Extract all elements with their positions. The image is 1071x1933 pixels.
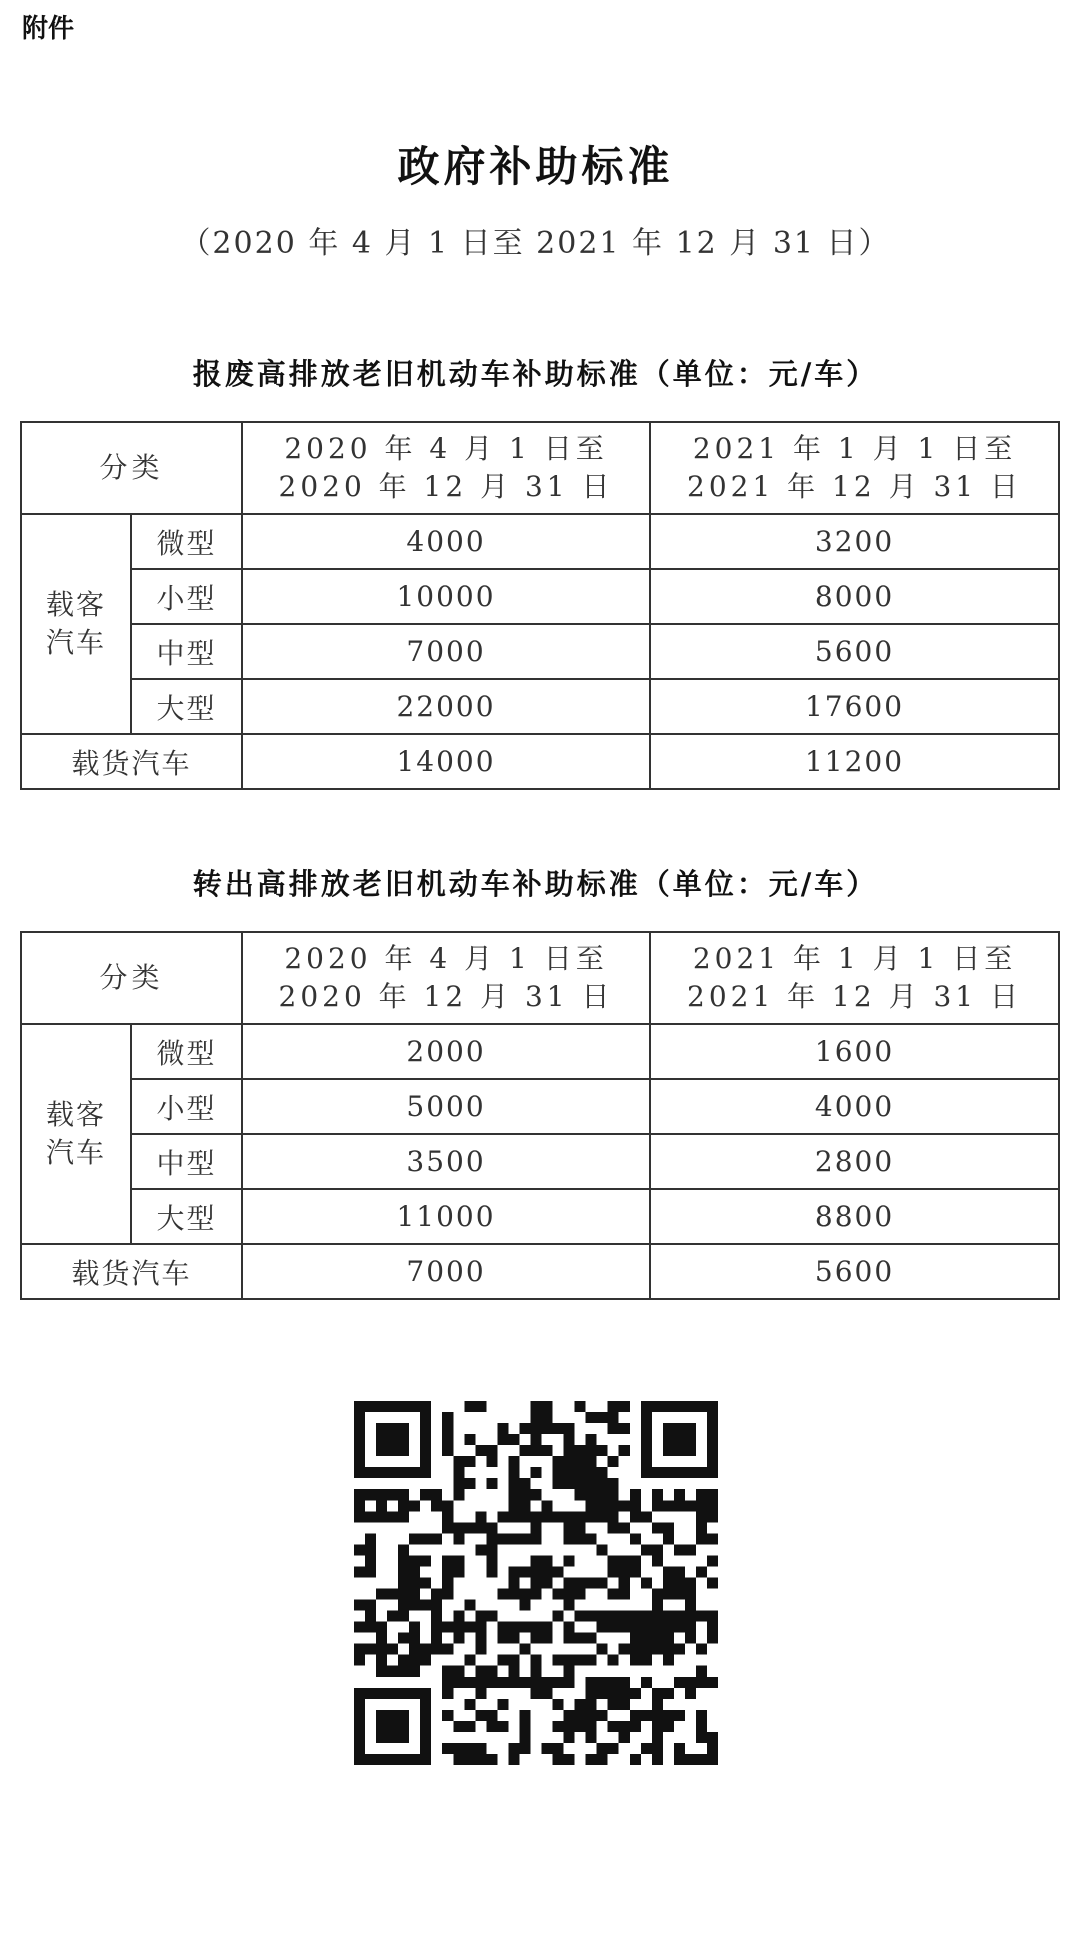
scrap-table-title: 报废高排放老旧机动车补助标准（单位：元/车） (192, 357, 879, 391)
period2-header-line1: 2021 年 1 月 1 日至 (692, 432, 1017, 465)
period2-value: 2800 (650, 1134, 1059, 1189)
table-row (21, 1024, 1059, 1079)
table-row (21, 569, 1059, 624)
period1-value: 2000 (242, 1024, 650, 1079)
scrap-subsidy-table (20, 421, 1060, 790)
category-header: 分类 (21, 422, 242, 514)
period1-header (242, 422, 650, 514)
date-range: （2020 年 4 月 1 日至 2021 年 12 月 31 日） (180, 226, 891, 261)
vehicle-type-cell: 大型 (131, 679, 242, 734)
period2-value: 8000 (650, 569, 1059, 624)
page-title: 政府补助标准 (397, 142, 674, 191)
period2-header-line2: 2021 年 12 月 31 日 (687, 470, 1023, 503)
truck-category-cell: 载货汽车 (21, 734, 242, 789)
period1-header (242, 932, 650, 1024)
period1-header-line2: 2020 年 12 月 31 日 (278, 470, 614, 503)
vehicle-type-cell: 大型 (131, 1189, 242, 1244)
period2-header (650, 422, 1059, 514)
period2-value: 11200 (650, 734, 1059, 789)
transfer-table-title: 转出高排放老旧机动车补助标准（单位：元/车） (192, 867, 879, 901)
table-row (21, 624, 1059, 679)
vehicle-type-cell: 中型 (131, 1134, 242, 1189)
period2-header (650, 932, 1059, 1024)
period1-value: 4000 (242, 514, 650, 569)
category-header: 分类 (21, 932, 242, 1024)
period2-header-line2: 2021 年 12 月 31 日 (687, 980, 1023, 1013)
passenger-group-line1: 载客 (45, 1098, 106, 1131)
period1-header-line2: 2020 年 12 月 31 日 (278, 980, 614, 1013)
passenger-car-group (21, 514, 131, 734)
period1-header-line1: 2020 年 4 月 1 日至 (284, 432, 608, 465)
table-row (21, 1079, 1059, 1134)
period2-header-line1: 2021 年 1 月 1 日至 (692, 942, 1017, 975)
table-header-row (21, 932, 1059, 1024)
period1-value: 14000 (242, 734, 650, 789)
period1-value: 10000 (242, 569, 650, 624)
passenger-group-line2: 汽车 (45, 626, 106, 659)
period2-value: 4000 (650, 1079, 1059, 1134)
period1-value: 7000 (242, 624, 650, 679)
period2-value: 5600 (650, 1244, 1059, 1299)
period1-value: 3500 (242, 1134, 650, 1189)
passenger-group-line1: 载客 (45, 588, 106, 621)
table-row (21, 734, 1059, 789)
transfer-subsidy-table (20, 931, 1060, 1300)
period1-value: 5000 (242, 1079, 650, 1134)
vehicle-type-cell: 中型 (131, 624, 242, 679)
vehicle-type-cell: 微型 (131, 1024, 242, 1079)
truck-category-cell: 载货汽车 (21, 1244, 242, 1299)
qr-code-icon[interactable] (354, 1401, 718, 1765)
period1-header-line1: 2020 年 4 月 1 日至 (284, 942, 608, 975)
passenger-group-line2: 汽车 (45, 1136, 106, 1169)
table-row (21, 679, 1059, 734)
period1-value: 11000 (242, 1189, 650, 1244)
table-row (21, 1134, 1059, 1189)
period1-value: 22000 (242, 679, 650, 734)
passenger-car-group (21, 1024, 131, 1244)
vehicle-type-cell: 微型 (131, 514, 242, 569)
attachment-label: 附件 (22, 14, 75, 44)
period2-value: 5600 (650, 624, 1059, 679)
vehicle-type-cell: 小型 (131, 569, 242, 624)
period2-value: 8800 (650, 1189, 1059, 1244)
period2-value: 3200 (650, 514, 1059, 569)
period1-value: 7000 (242, 1244, 650, 1299)
table-header-row (21, 422, 1059, 514)
table-row (21, 1244, 1059, 1299)
table-row (21, 514, 1059, 569)
vehicle-type-cell: 小型 (131, 1079, 242, 1134)
period2-value: 1600 (650, 1024, 1059, 1079)
period2-value: 17600 (650, 679, 1059, 734)
table-row (21, 1189, 1059, 1244)
